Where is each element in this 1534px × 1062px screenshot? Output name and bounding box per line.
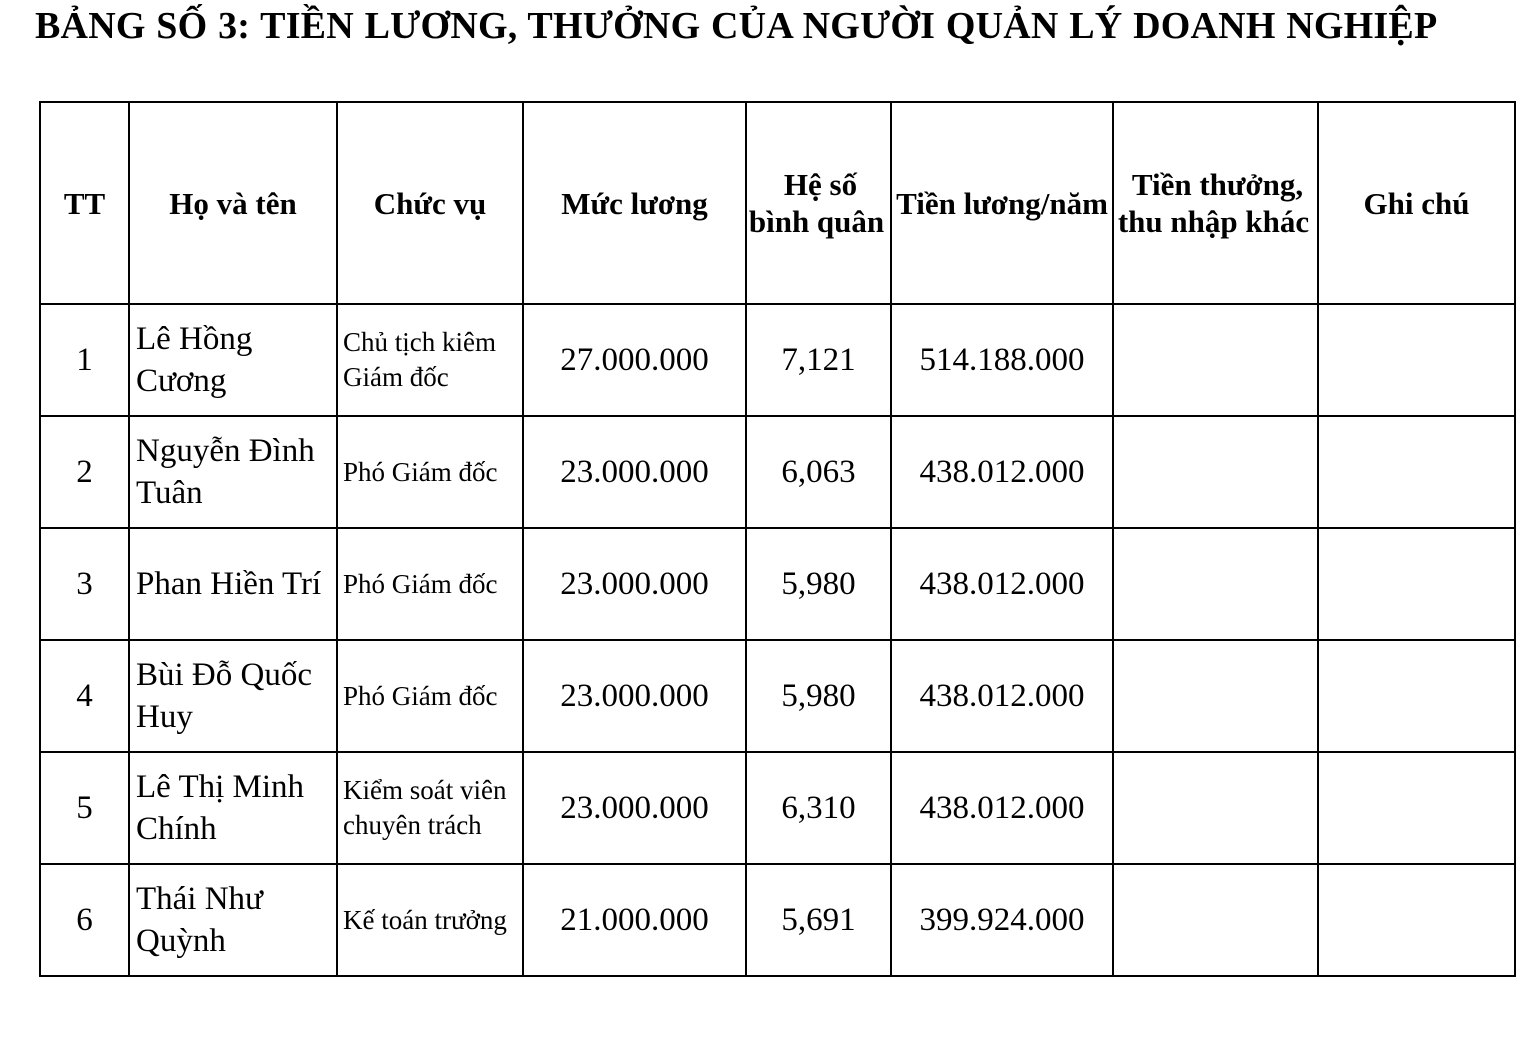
cell-tt-value: 1 — [76, 342, 93, 378]
cell-position — [337, 640, 523, 752]
cell-name — [129, 752, 337, 864]
cell-position-value: Phó Giám đốc — [343, 568, 498, 599]
cell-tt — [40, 416, 129, 528]
cell-name-value: Lê Hồng Cương — [136, 321, 253, 399]
cell-annual-salary — [891, 416, 1113, 528]
cell-bonus — [1113, 640, 1318, 752]
column-header-coefficient — [746, 102, 891, 304]
cell-salary-level-value: 23.000.000 — [560, 454, 709, 490]
cell-coefficient-value: 5,691 — [781, 902, 856, 938]
cell-coefficient-value: 5,980 — [781, 678, 856, 714]
cell-bonus — [1113, 752, 1318, 864]
column-header-name — [129, 102, 337, 304]
page-title: BẢNG SỐ 3: TIỀN LƯƠNG, THƯỞNG CỦA NGƯỜI QUẢN LÝ DOANH NGHIỆP — [35, 5, 1438, 47]
table-row — [40, 864, 1515, 976]
cell-position-value: Chủ tịch kiêm Giám đốc — [343, 327, 496, 392]
cell-position-value: Phó Giám đốc — [343, 456, 498, 487]
cell-note — [1318, 528, 1515, 640]
cell-tt — [40, 864, 129, 976]
cell-coefficient — [746, 640, 891, 752]
cell-position — [337, 528, 523, 640]
cell-salary-level — [523, 416, 746, 528]
cell-annual-salary — [891, 528, 1113, 640]
cell-annual-salary — [891, 640, 1113, 752]
manager-salary-table — [39, 101, 1516, 977]
cell-tt-value: 5 — [76, 790, 93, 826]
table-row — [40, 528, 1515, 640]
cell-name-value: Bùi Đỗ Quốc Huy — [136, 657, 312, 735]
cell-note — [1318, 640, 1515, 752]
table-header — [40, 102, 1515, 304]
cell-name-value: Thái Như Quỳnh — [136, 881, 263, 959]
cell-coefficient — [746, 864, 891, 976]
column-header-bonus — [1113, 102, 1318, 304]
cell-tt — [40, 528, 129, 640]
column-header-annual-salary — [891, 102, 1113, 304]
cell-name — [129, 864, 337, 976]
table-row — [40, 752, 1515, 864]
cell-annual-salary-value: 514.188.000 — [919, 342, 1085, 378]
table-header-row — [40, 102, 1515, 304]
cell-bonus — [1113, 304, 1318, 416]
cell-salary-level-value: 23.000.000 — [560, 790, 709, 826]
cell-name-value: Lê Thị Minh Chính — [136, 769, 305, 847]
cell-note — [1318, 864, 1515, 976]
cell-annual-salary — [891, 864, 1113, 976]
column-header-salary-level-label: Mức lương — [561, 185, 708, 221]
column-header-note — [1318, 102, 1515, 304]
cell-coefficient — [746, 528, 891, 640]
cell-tt — [40, 640, 129, 752]
cell-position — [337, 752, 523, 864]
cell-note — [1318, 752, 1515, 864]
column-header-position — [337, 102, 523, 304]
cell-annual-salary-value: 438.012.000 — [919, 678, 1085, 714]
cell-salary-level-value: 21.000.000 — [560, 902, 709, 938]
cell-tt-value: 6 — [76, 902, 93, 938]
cell-coefficient — [746, 416, 891, 528]
cell-position-value: Kế toán trưởng — [343, 904, 507, 935]
table-row — [40, 640, 1515, 752]
table-body — [40, 304, 1515, 976]
cell-bonus — [1113, 864, 1318, 976]
table-row — [40, 416, 1515, 528]
column-header-name-label: Họ và tên — [169, 185, 297, 221]
cell-coefficient-value: 6,063 — [781, 454, 856, 490]
cell-name-value: Phan Hiền Trí — [136, 566, 322, 602]
cell-annual-salary-value: 438.012.000 — [919, 454, 1085, 490]
cell-position-value: Kiểm soát viên chuyên trách — [343, 775, 507, 840]
cell-tt-value: 3 — [76, 566, 93, 602]
cell-salary-level — [523, 864, 746, 976]
cell-position — [337, 416, 523, 528]
cell-salary-level-value: 23.000.000 — [560, 566, 709, 602]
cell-annual-salary-value: 399.924.000 — [919, 902, 1085, 938]
cell-note — [1318, 416, 1515, 528]
column-header-tt-label: TT — [63, 185, 106, 221]
cell-salary-level — [523, 640, 746, 752]
cell-salary-level-value: 23.000.000 — [560, 678, 709, 714]
table-row — [40, 304, 1515, 416]
cell-tt — [40, 304, 129, 416]
cell-tt — [40, 752, 129, 864]
cell-coefficient — [746, 752, 891, 864]
column-header-bonus-label: Tiền thưởng, thu nhập khác — [1117, 167, 1310, 239]
cell-name — [129, 416, 337, 528]
cell-name — [129, 528, 337, 640]
cell-coefficient-value: 7,121 — [781, 342, 856, 378]
column-header-position-label: Chức vụ — [373, 185, 487, 221]
cell-coefficient-value: 5,980 — [781, 566, 856, 602]
cell-position — [337, 304, 523, 416]
cell-position-value: Phó Giám đốc — [343, 680, 498, 711]
cell-name-value: Nguyễn Đình Tuân — [136, 433, 315, 511]
cell-tt-value: 2 — [76, 454, 93, 490]
cell-annual-salary-value: 438.012.000 — [919, 790, 1085, 826]
cell-name — [129, 640, 337, 752]
cell-tt-value: 4 — [76, 678, 93, 714]
cell-bonus — [1113, 416, 1318, 528]
cell-annual-salary — [891, 752, 1113, 864]
cell-position — [337, 864, 523, 976]
cell-coefficient — [746, 304, 891, 416]
column-header-coefficient-label: Hệ số bình quân — [748, 167, 885, 239]
cell-coefficient-value: 6,310 — [781, 790, 856, 826]
cell-name — [129, 304, 337, 416]
column-header-annual-salary-label: Tiền lương/năm — [896, 185, 1108, 221]
cell-salary-level — [523, 528, 746, 640]
cell-annual-salary-value: 438.012.000 — [919, 566, 1085, 602]
cell-bonus — [1113, 528, 1318, 640]
column-header-tt — [40, 102, 129, 304]
cell-salary-level-value: 27.000.000 — [560, 342, 709, 378]
cell-salary-level — [523, 752, 746, 864]
cell-salary-level — [523, 304, 746, 416]
cell-annual-salary — [891, 304, 1113, 416]
column-header-salary-level — [523, 102, 746, 304]
cell-note — [1318, 304, 1515, 416]
column-header-note-label: Ghi chú — [1363, 185, 1470, 221]
